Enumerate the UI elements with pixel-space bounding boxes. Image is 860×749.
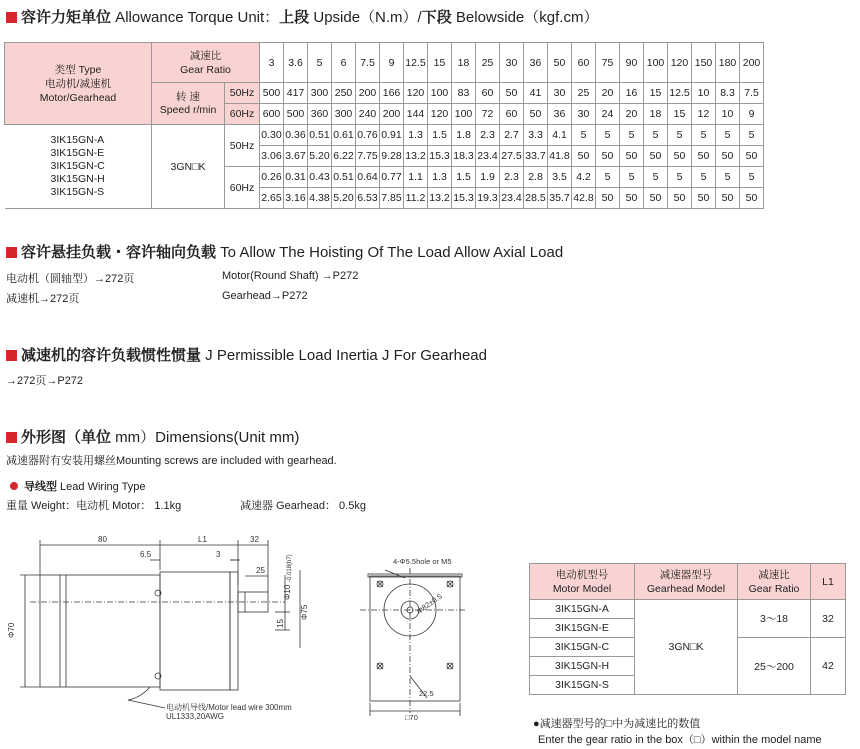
torque-cell: 11.2 bbox=[404, 188, 428, 209]
ratio-cell: 150 bbox=[692, 43, 716, 83]
speed-50hz-cell: 41 bbox=[524, 83, 548, 104]
torque-cell: 50 bbox=[692, 188, 716, 209]
torque-cell: 0.77 bbox=[380, 167, 404, 188]
torque-cell: 15.3 bbox=[452, 188, 476, 209]
torque-cell: 6.53 bbox=[356, 188, 380, 209]
weight-motor: 重量 Weight：电动机 Motor： 1.1kg bbox=[6, 500, 182, 512]
ratio-cell: 7.5 bbox=[356, 43, 380, 83]
torque-cell: 3.06 bbox=[260, 146, 284, 167]
speed-50hz-cell: 10 bbox=[692, 83, 716, 104]
dim-phi75: Φ75 bbox=[300, 604, 309, 620]
torque-cell: 50 bbox=[572, 146, 596, 167]
torque-cell: 5 bbox=[596, 125, 620, 146]
ratio-cell: 100 bbox=[644, 43, 668, 83]
ratio-cell: 75 bbox=[596, 43, 620, 83]
torque-cell: 0.43 bbox=[308, 167, 332, 188]
torque-cell: 3.3 bbox=[524, 125, 548, 146]
torque-cell: 0.31 bbox=[284, 167, 308, 188]
torque-cell: 19.3 bbox=[476, 188, 500, 209]
ratio-cell: 200 bbox=[740, 43, 764, 83]
hoisting-gear-cn: 减速机→272页 bbox=[6, 293, 80, 305]
torque-cell: 1.5 bbox=[428, 125, 452, 146]
torque-cell: 50 bbox=[668, 188, 692, 209]
section-bullet-icon bbox=[6, 350, 17, 361]
ratio-cell: 50 bbox=[548, 43, 572, 83]
hole-label: 4-Φ5.5hole or M5 bbox=[393, 557, 452, 566]
torque-cell: 1.5 bbox=[452, 167, 476, 188]
speed-50hz-cell: 83 bbox=[452, 83, 476, 104]
speed-60hz-cell: 9 bbox=[740, 104, 764, 125]
torque-cell: 50 bbox=[620, 188, 644, 209]
motor-model: 3IK15GN-A bbox=[50, 134, 105, 146]
model-header-gear: 减速器型号 Gearhead Model bbox=[635, 564, 738, 600]
speed-60hz-cell: 120 bbox=[428, 104, 452, 125]
torque-cell: 50 bbox=[716, 146, 740, 167]
torque-cell: 5 bbox=[740, 167, 764, 188]
ratio-cell: 6 bbox=[332, 43, 356, 83]
torque-cell: 5 bbox=[644, 167, 668, 188]
torque-cell: 5 bbox=[572, 125, 596, 146]
hoisting-motor-cn: 电动机（圆轴型）→272页 bbox=[6, 273, 135, 285]
torque-cell: 50 bbox=[740, 188, 764, 209]
torque-cell: 50 bbox=[596, 188, 620, 209]
torque-cell: 0.30 bbox=[260, 125, 284, 146]
torque-cell: 1.9 bbox=[476, 167, 500, 188]
speed-60hz-cell: 10 bbox=[716, 104, 740, 125]
motor-model: 3IK15GN-E bbox=[50, 147, 105, 159]
type-header-line: 类型 Type bbox=[54, 63, 102, 76]
wiring-type: 导线型 Lead Wiring Type bbox=[10, 478, 145, 494]
speed-60hz-cell: 24 bbox=[596, 104, 620, 125]
front-view-drawing bbox=[355, 548, 475, 723]
model-table bbox=[529, 563, 846, 695]
speed-60hz-cell: 600 bbox=[260, 104, 284, 125]
torque-cell: 0.64 bbox=[356, 167, 380, 188]
section-title-inertia: 减速机的容许负载惯性惯量 J Permissible Load Inertia J For Gearhead bbox=[6, 344, 487, 365]
speed-50hz-cell: 250 bbox=[332, 83, 356, 104]
speed-60hz-cell: 500 bbox=[284, 104, 308, 125]
speed-50hz-cell: 15 bbox=[644, 83, 668, 104]
mounting-note: 减速器附有安装用螺丝Mounting screws are included with gearhead. bbox=[6, 455, 337, 467]
speed-60hz-cell: 100 bbox=[452, 104, 476, 125]
hoisting-motor-en: Motor(Round Shaft) →P272 bbox=[222, 270, 359, 282]
torque-cell: 50 bbox=[596, 146, 620, 167]
dim-15: 15 bbox=[276, 619, 285, 628]
speed-60hz-cell: 240 bbox=[356, 104, 380, 125]
torque-cell: 0.91 bbox=[380, 125, 404, 146]
torque-cell: 42.8 bbox=[572, 188, 596, 209]
speed-50hz-cell: 25 bbox=[572, 83, 596, 104]
lead-wire-label: 电动机导线/Motor lead wire 300mm bbox=[166, 703, 292, 712]
motor-model-list bbox=[5, 125, 152, 209]
torque-cell: 0.61 bbox=[332, 125, 356, 146]
ratio-cell: 120 bbox=[668, 43, 692, 83]
speed-50hz-cell: 12.5 bbox=[668, 83, 692, 104]
torque-cell: 5 bbox=[692, 125, 716, 146]
dim-80: 80 bbox=[98, 535, 107, 544]
dim-phi10-tol: -0.018(h7) bbox=[287, 554, 293, 582]
torque-hz-label: 60Hz bbox=[225, 167, 260, 209]
model-cell: 3IK15GN-H bbox=[530, 657, 635, 676]
dim-6-5: 6.5 bbox=[140, 550, 152, 559]
torque-cell: 15.3 bbox=[428, 146, 452, 167]
torque-cell: 2.65 bbox=[260, 188, 284, 209]
torque-cell: 5 bbox=[716, 167, 740, 188]
torque-cell: 7.85 bbox=[380, 188, 404, 209]
ratio-header-en: Gear Ratio bbox=[180, 63, 231, 76]
torque-cell: 2.7 bbox=[500, 125, 524, 146]
torque-cell: 5 bbox=[716, 125, 740, 146]
torque-cell: 0.76 bbox=[356, 125, 380, 146]
ratio-cell: 25 bbox=[476, 43, 500, 83]
torque-cell: 27.5 bbox=[500, 146, 524, 167]
model-gear-cell: 3GN□K bbox=[635, 600, 738, 695]
ratio-cell: 12.5 bbox=[404, 43, 428, 83]
torque-table bbox=[4, 42, 764, 209]
dim-3: 3 bbox=[216, 550, 221, 559]
ratio-cell: 15 bbox=[428, 43, 452, 83]
torque-cell: 2.3 bbox=[500, 167, 524, 188]
ratio-cell: 3 bbox=[260, 43, 284, 83]
model-cell: 3IK15GN-E bbox=[530, 619, 635, 638]
torque-cell: 9.28 bbox=[380, 146, 404, 167]
ratio-cell: 60 bbox=[572, 43, 596, 83]
torque-cell: 5 bbox=[692, 167, 716, 188]
inertia-ref: →272页→P272 bbox=[6, 375, 84, 387]
model-cell: 3IK15GN-S bbox=[530, 676, 635, 695]
ratio-cell: 3.6 bbox=[284, 43, 308, 83]
dim-phi70: Φ70 bbox=[7, 622, 16, 638]
speed-50hz-cell: 166 bbox=[380, 83, 404, 104]
torque-cell: 4.1 bbox=[548, 125, 572, 146]
speed-50hz-cell: 300 bbox=[308, 83, 332, 104]
speed-header bbox=[152, 83, 225, 125]
speed-60hz-cell: 300 bbox=[332, 104, 356, 125]
torque-cell: 3.5 bbox=[548, 167, 572, 188]
torque-cell: 4.38 bbox=[308, 188, 332, 209]
bullet-dot-icon bbox=[10, 482, 18, 490]
section-bullet-icon bbox=[6, 432, 17, 443]
speed-50hz-cell: 16 bbox=[620, 83, 644, 104]
section-bullet-icon bbox=[6, 247, 17, 258]
section-title-allowance-torque: 容许力矩单位 Allowance Torque Unit：上段 Upside（N.m）/下段 Belowside（kgf.cm） bbox=[6, 6, 598, 27]
type-header-line: 电动机/减速机 bbox=[45, 77, 111, 90]
torque-cell: 0.26 bbox=[260, 167, 284, 188]
dim-sq70: □70 bbox=[405, 713, 418, 722]
speed-60hz-cell: 20 bbox=[620, 104, 644, 125]
dim-22-5: 22.5 bbox=[419, 689, 434, 698]
ratio-cell: 90 bbox=[620, 43, 644, 83]
footnote-en: Enter the gear ratio in the box（□）within the model name bbox=[538, 734, 822, 746]
torque-cell: 1.3 bbox=[404, 125, 428, 146]
torque-cell: 5 bbox=[740, 125, 764, 146]
speed-60hz-cell: 72 bbox=[476, 104, 500, 125]
speed-50hz-cell: 200 bbox=[356, 83, 380, 104]
ratio-cell: 9 bbox=[380, 43, 404, 83]
torque-cell: 50 bbox=[620, 146, 644, 167]
torque-cell: 0.51 bbox=[308, 125, 332, 146]
model-cell: 3IK15GN-C bbox=[530, 638, 635, 657]
speed-60hz-cell: 144 bbox=[404, 104, 428, 125]
torque-cell: 18.3 bbox=[452, 146, 476, 167]
speed-60hz-label: 60Hz bbox=[225, 104, 260, 125]
ratio-cell: 30 bbox=[500, 43, 524, 83]
speed-60hz-cell: 30 bbox=[572, 104, 596, 125]
weight-gearhead: 减速器 Gearhead： 0.5kg bbox=[240, 500, 366, 512]
model-header-motor: 电动机型号 Motor Model bbox=[530, 564, 635, 600]
ratio-cell: 36 bbox=[524, 43, 548, 83]
torque-cell: 5 bbox=[596, 167, 620, 188]
model-ratio-cell-1: 3～18 bbox=[738, 600, 811, 638]
model-cell: 3IK15GN-A bbox=[530, 600, 635, 619]
motor-model: 3IK15GN-H bbox=[50, 173, 105, 185]
ratio-header bbox=[152, 43, 260, 83]
model-ratio-cell-2: 25～200 bbox=[738, 638, 811, 695]
torque-cell: 0.36 bbox=[284, 125, 308, 146]
ratio-cell: 18 bbox=[452, 43, 476, 83]
model-l1-cell-2: 42 bbox=[811, 638, 846, 695]
speed-50hz-cell: 120 bbox=[404, 83, 428, 104]
section-bullet-icon bbox=[6, 12, 17, 23]
hoisting-gear-en: Gearhead→P272 bbox=[222, 290, 308, 302]
model-l1-cell-1: 32 bbox=[811, 600, 846, 638]
torque-cell: 35.7 bbox=[548, 188, 572, 209]
torque-cell: 4.2 bbox=[572, 167, 596, 188]
torque-cell: 33.7 bbox=[524, 146, 548, 167]
speed-50hz-cell: 30 bbox=[548, 83, 572, 104]
ratio-header-cn: 减速比 bbox=[189, 49, 222, 62]
type-header bbox=[5, 43, 152, 125]
model-header-l1: L1 bbox=[811, 564, 846, 600]
torque-cell: 1.3 bbox=[428, 167, 452, 188]
torque-hz-label: 50Hz bbox=[225, 125, 260, 167]
speed-50hz-cell: 60 bbox=[476, 83, 500, 104]
torque-cell: 23.4 bbox=[500, 188, 524, 209]
torque-cell: 7.75 bbox=[356, 146, 380, 167]
speed-60hz-cell: 12 bbox=[692, 104, 716, 125]
torque-cell: 50 bbox=[716, 188, 740, 209]
ratio-cell: 5 bbox=[308, 43, 332, 83]
torque-cell: 50 bbox=[644, 188, 668, 209]
torque-cell: 6.22 bbox=[332, 146, 356, 167]
side-view-drawing bbox=[0, 530, 345, 730]
section-title-dimensions: 外形图（单位 mm）Dimensions(Unit mm) bbox=[6, 426, 299, 447]
speed-50hz-cell: 8.3 bbox=[716, 83, 740, 104]
dim-l1: L1 bbox=[198, 535, 207, 544]
torque-cell: 2.8 bbox=[524, 167, 548, 188]
torque-cell: 41.8 bbox=[548, 146, 572, 167]
torque-cell: 0.51 bbox=[332, 167, 356, 188]
torque-cell: 5.20 bbox=[332, 188, 356, 209]
speed-header-cn: 转 速 bbox=[176, 90, 200, 103]
dim-32: 32 bbox=[250, 535, 259, 544]
speed-60hz-cell: 360 bbox=[308, 104, 332, 125]
torque-cell: 50 bbox=[644, 146, 668, 167]
speed-50hz-label: 50Hz bbox=[225, 83, 260, 104]
torque-cell: 5 bbox=[644, 125, 668, 146]
section-title-hoisting-load: 容许悬挂负载・容许轴向负载 To Allow The Hoisting Of The Load Allow Axial Load bbox=[6, 241, 563, 262]
motor-model: 3IK15GN-C bbox=[50, 160, 105, 172]
speed-60hz-cell: 36 bbox=[548, 104, 572, 125]
dim-phi10: Φ10 bbox=[283, 584, 292, 600]
torque-cell: 2.3 bbox=[476, 125, 500, 146]
speed-50hz-cell: 500 bbox=[260, 83, 284, 104]
speed-50hz-cell: 20 bbox=[596, 83, 620, 104]
ratio-cell: 180 bbox=[716, 43, 740, 83]
motor-model: 3IK15GN-S bbox=[50, 186, 105, 198]
speed-60hz-cell: 18 bbox=[644, 104, 668, 125]
model-header-ratio: 减速比 Gear Ratio bbox=[738, 564, 811, 600]
lead-wire-spec: UL1333,20AWG bbox=[166, 712, 224, 721]
torque-cell: 23.4 bbox=[476, 146, 500, 167]
torque-cell: 50 bbox=[692, 146, 716, 167]
pcd-label: Φ82±0.5 bbox=[414, 591, 444, 616]
torque-cell: 5 bbox=[668, 125, 692, 146]
footnote-cn: ●减速器型号的□中为减速比的数值 bbox=[533, 718, 701, 730]
speed-60hz-cell: 15 bbox=[668, 104, 692, 125]
torque-cell: 5.20 bbox=[308, 146, 332, 167]
torque-cell: 28.5 bbox=[524, 188, 548, 209]
dim-25: 25 bbox=[256, 566, 265, 575]
speed-header-en: Speed r/min bbox=[159, 103, 217, 116]
torque-cell: 1.8 bbox=[452, 125, 476, 146]
speed-50hz-cell: 7.5 bbox=[740, 83, 764, 104]
speed-50hz-cell: 50 bbox=[500, 83, 524, 104]
gearhead-model: 3GN□K bbox=[152, 125, 225, 209]
speed-50hz-cell: 417 bbox=[284, 83, 308, 104]
torque-cell: 5 bbox=[668, 167, 692, 188]
speed-60hz-cell: 200 bbox=[380, 104, 404, 125]
torque-cell: 1.1 bbox=[404, 167, 428, 188]
torque-cell: 13.2 bbox=[428, 188, 452, 209]
torque-cell: 3.67 bbox=[284, 146, 308, 167]
torque-cell: 50 bbox=[740, 146, 764, 167]
torque-cell: 5 bbox=[620, 167, 644, 188]
type-header-line: Motor/Gearhead bbox=[39, 91, 117, 104]
torque-cell: 5 bbox=[620, 125, 644, 146]
speed-50hz-cell: 100 bbox=[428, 83, 452, 104]
torque-cell: 50 bbox=[668, 146, 692, 167]
speed-60hz-cell: 60 bbox=[500, 104, 524, 125]
speed-60hz-cell: 50 bbox=[524, 104, 548, 125]
torque-cell: 13.2 bbox=[404, 146, 428, 167]
torque-cell: 3.16 bbox=[284, 188, 308, 209]
